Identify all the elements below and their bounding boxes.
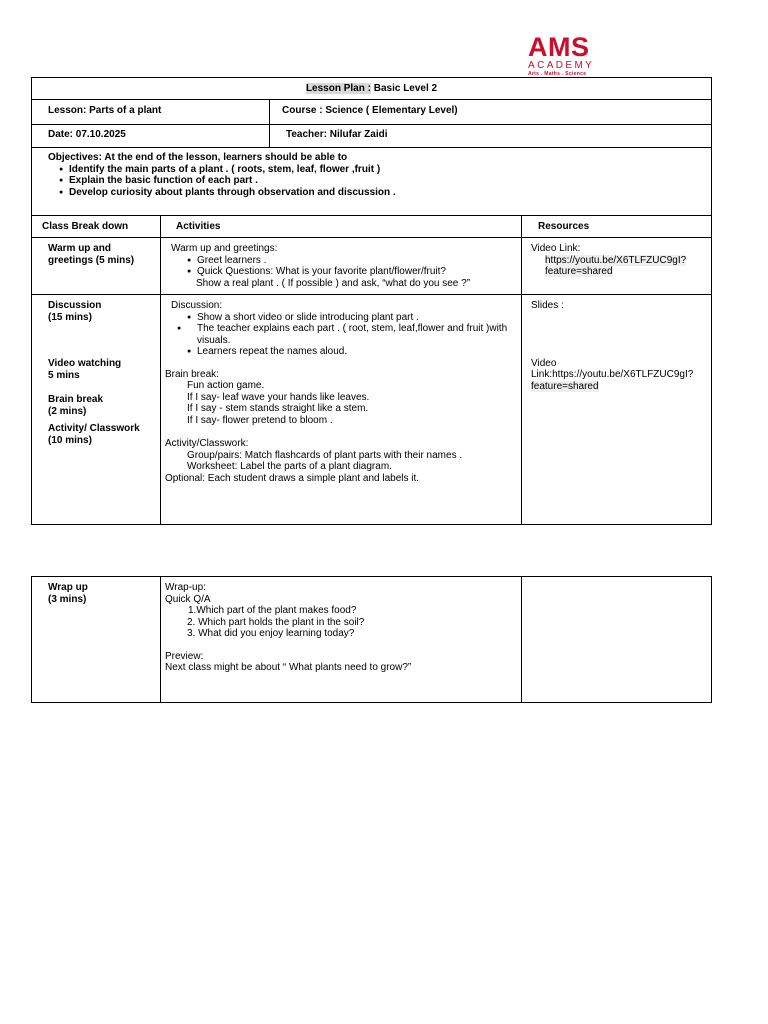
- wrap-qa: Quick Q/A: [165, 593, 211, 605]
- lesson-plan-title: [32, 78, 712, 100]
- warmup-video-link[interactable]: [531, 255, 711, 278]
- brain-line: If I say - stem stands straight like a stem.: [187, 403, 369, 414]
- wrap-question: 1.Which part of the plant makes food?: [188, 605, 357, 616]
- warmup-label-line: greetings (5 mins): [48, 254, 135, 266]
- wrap-title: Wrap-up:: [165, 582, 206, 593]
- main-activities: [161, 295, 522, 525]
- course-name: Course : Science ( Elementary Level): [270, 100, 712, 125]
- column-header-resources: Resources: [522, 216, 712, 238]
- brain-line: If I say- flower pretend to bloom .: [187, 414, 333, 426]
- brain-label: Brain break: [48, 394, 104, 405]
- title-label: Lesson Plan :: [305, 82, 371, 94]
- main-link-text[interactable]: Link:https://youtu.be/X6TLFZUC9gI?: [531, 369, 694, 380]
- teacher-name: Teacher: Nilufar Zaidi: [270, 125, 712, 148]
- discussion-time: (15 mins): [48, 311, 92, 323]
- brain-time: (2 mins): [48, 405, 87, 417]
- main-link-text[interactable]: feature=shared: [531, 380, 599, 392]
- wrap-activities: [161, 577, 522, 703]
- warmup-list: [171, 255, 521, 278]
- video-resource-label: Video: [531, 357, 557, 369]
- warmup-link-text[interactable]: https://youtu.be/X6TLFZUC9gI?: [545, 254, 687, 266]
- discussion-item: ● Learners repeat the names aloud.: [197, 346, 517, 358]
- warmup-title: Warm up and greetings:: [171, 243, 278, 254]
- logo-main-text: AMS: [528, 32, 590, 62]
- brain-line: If I say- leaf wave your hands like leaves.: [187, 391, 370, 403]
- brain-line: Fun action game.: [187, 380, 265, 391]
- discussion-item: ● Show a short video or slide introducing plant part .: [197, 312, 517, 324]
- discussion-title: Discussion:: [171, 300, 223, 311]
- wrap-resources: [522, 577, 712, 703]
- activity-optional: Optional: Each student draws a simple plant and labels it.: [165, 472, 420, 484]
- warmup-link-text[interactable]: feature=shared: [545, 266, 613, 277]
- wrap-question: 3. What did you enjoy learning today?: [187, 628, 355, 639]
- warmup-item: ● Quick Questions: What is your favorite plant/flower/fruit?: [197, 266, 521, 278]
- discussion-item: ● The teacher explains each part . ( root, stem, leaf,flower and fruit )with visuals.: [187, 323, 517, 346]
- warmup-activities: [161, 238, 522, 295]
- activity-title: Activity/Classwork:: [165, 438, 249, 449]
- discussion-label: Discussion: [48, 300, 102, 311]
- column-header-breakdown: Class Break down: [32, 216, 161, 238]
- logo-sub-text: ACADEMY: [528, 60, 595, 71]
- lesson-date: Date: 07.10.2025: [32, 125, 270, 148]
- activity-line: Worksheet: Label the parts of a plant diagram.: [187, 461, 392, 472]
- lesson-name: Lesson: Parts of a plant: [32, 100, 270, 125]
- warmup-label-line: Warm up and: [48, 243, 111, 254]
- warmup-resource-label: Video Link:: [531, 243, 581, 254]
- ams-academy-logo: [528, 34, 594, 78]
- discussion-list: [165, 312, 517, 358]
- objectives-intro: Objectives: At the end of the lesson, learners should be able to: [48, 152, 348, 163]
- brain-title: Brain break:: [165, 368, 219, 380]
- main-video-link[interactable]: [531, 369, 711, 392]
- wrap-question: 2. Which part holds the plant in the soil?: [187, 616, 365, 628]
- main-labels: [32, 295, 161, 525]
- wrap-up-table: [31, 576, 712, 703]
- activity-time: (10 mins): [48, 434, 92, 446]
- objectives-section: [32, 148, 712, 216]
- preview-title: Preview:: [165, 650, 204, 662]
- title-value: Basic Level 2: [370, 82, 438, 94]
- activity-label: Activity/ Classwork: [48, 423, 140, 434]
- objective-item: ● Identify the main parts of a plant . ( roots, stem, leaf, flower ,fruit ): [69, 164, 711, 176]
- objectives-list: [48, 164, 711, 199]
- wrap-label: [32, 577, 161, 703]
- slides-resource: Slides :: [531, 300, 564, 311]
- column-header-activities: Activities: [161, 216, 522, 238]
- warmup-resources: [522, 238, 712, 295]
- main-resources: [522, 295, 712, 525]
- wrap-label-line: Wrap up: [48, 582, 88, 593]
- warmup-label: [32, 238, 161, 295]
- lesson-plan-table: [31, 77, 712, 525]
- warmup-extra: Show a real plant . ( If possible ) and ask, “what do you see ?”: [196, 277, 471, 289]
- video-time: 5 mins: [48, 369, 80, 381]
- preview-text: Next class might be about “ What plants need to grow?”: [165, 662, 412, 673]
- objective-item: ● Develop curiosity about plants through observation and discussion .: [69, 187, 711, 199]
- video-label: Video watching: [48, 358, 122, 369]
- warmup-item: ● Greet learners .: [197, 255, 521, 267]
- logo-tagline: Arts . Maths . Science: [528, 71, 587, 77]
- objective-item: ● Explain the basic function of each part .: [69, 175, 711, 187]
- activity-line: Group/pairs: Match flashcards of plant parts with their names .: [187, 449, 463, 461]
- wrap-label-line: (3 mins): [48, 593, 87, 605]
